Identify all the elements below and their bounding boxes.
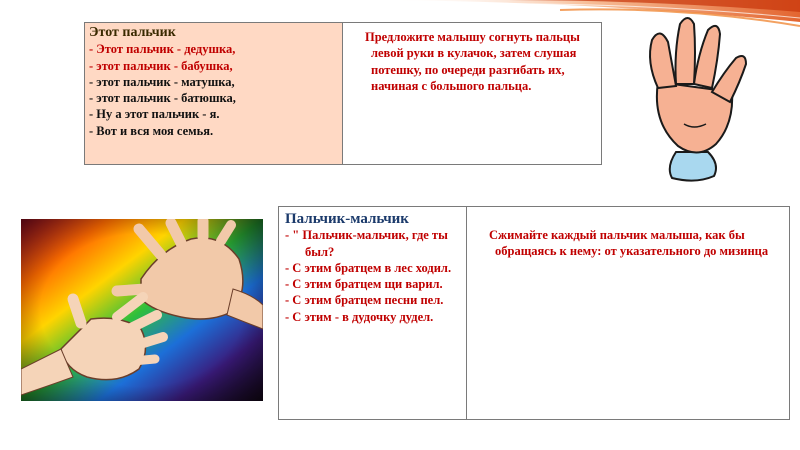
rhyme-line: - С этим братцем в лес ходил. (285, 260, 452, 275)
hands-rainbow-image (21, 219, 263, 401)
rhyme-lines (89, 41, 338, 139)
rhyme-line: - С этим братцем щи варил. (285, 277, 443, 292)
instruction-cell-1 (343, 23, 601, 164)
rhyme-line: - " Пальчик-мальчик, где ты был? (285, 228, 448, 259)
rhyme-cell-finger-boy (279, 207, 467, 419)
rhyme-line: - этот пальчик - батюшка, (89, 91, 236, 106)
hand-four-fingers-image (636, 12, 754, 182)
rhyme-line: - Этот пальчик - дедушка, (89, 42, 236, 57)
rhyme-line: - С этим братцем песни пел. (285, 293, 444, 308)
rhyme-lines (285, 227, 460, 325)
instruction-text: Предложите малышу согнуть пальцы левой руки в кулачок, затем слушая потешку, по очереди разгибать их, начиная с большого пальца. (365, 30, 580, 93)
rhyme-title: Пальчик-мальчик (285, 211, 409, 227)
table-this-finger (84, 22, 602, 165)
rhyme-line: - этот пальчик - матушка, (89, 74, 235, 89)
rhyme-cell-this-finger (85, 23, 343, 164)
rhyme-line: - Вот и вся моя семья. (89, 123, 214, 138)
instruction-cell-2 (467, 207, 789, 419)
rhyme-line: - Ну а этот пальчик - я. (89, 107, 220, 122)
rhyme-line: - С этим - в дудочку дудел. (285, 309, 434, 324)
instruction-text: Сжимайте каждый пальчик малыша, как бы обращаясь к нему: от указательного до мизинца (489, 228, 769, 259)
rhyme-title: Этот пальчик (89, 25, 176, 40)
rhyme-line: - этот пальчик - бабушка, (89, 58, 233, 73)
table-finger-boy (278, 206, 790, 420)
